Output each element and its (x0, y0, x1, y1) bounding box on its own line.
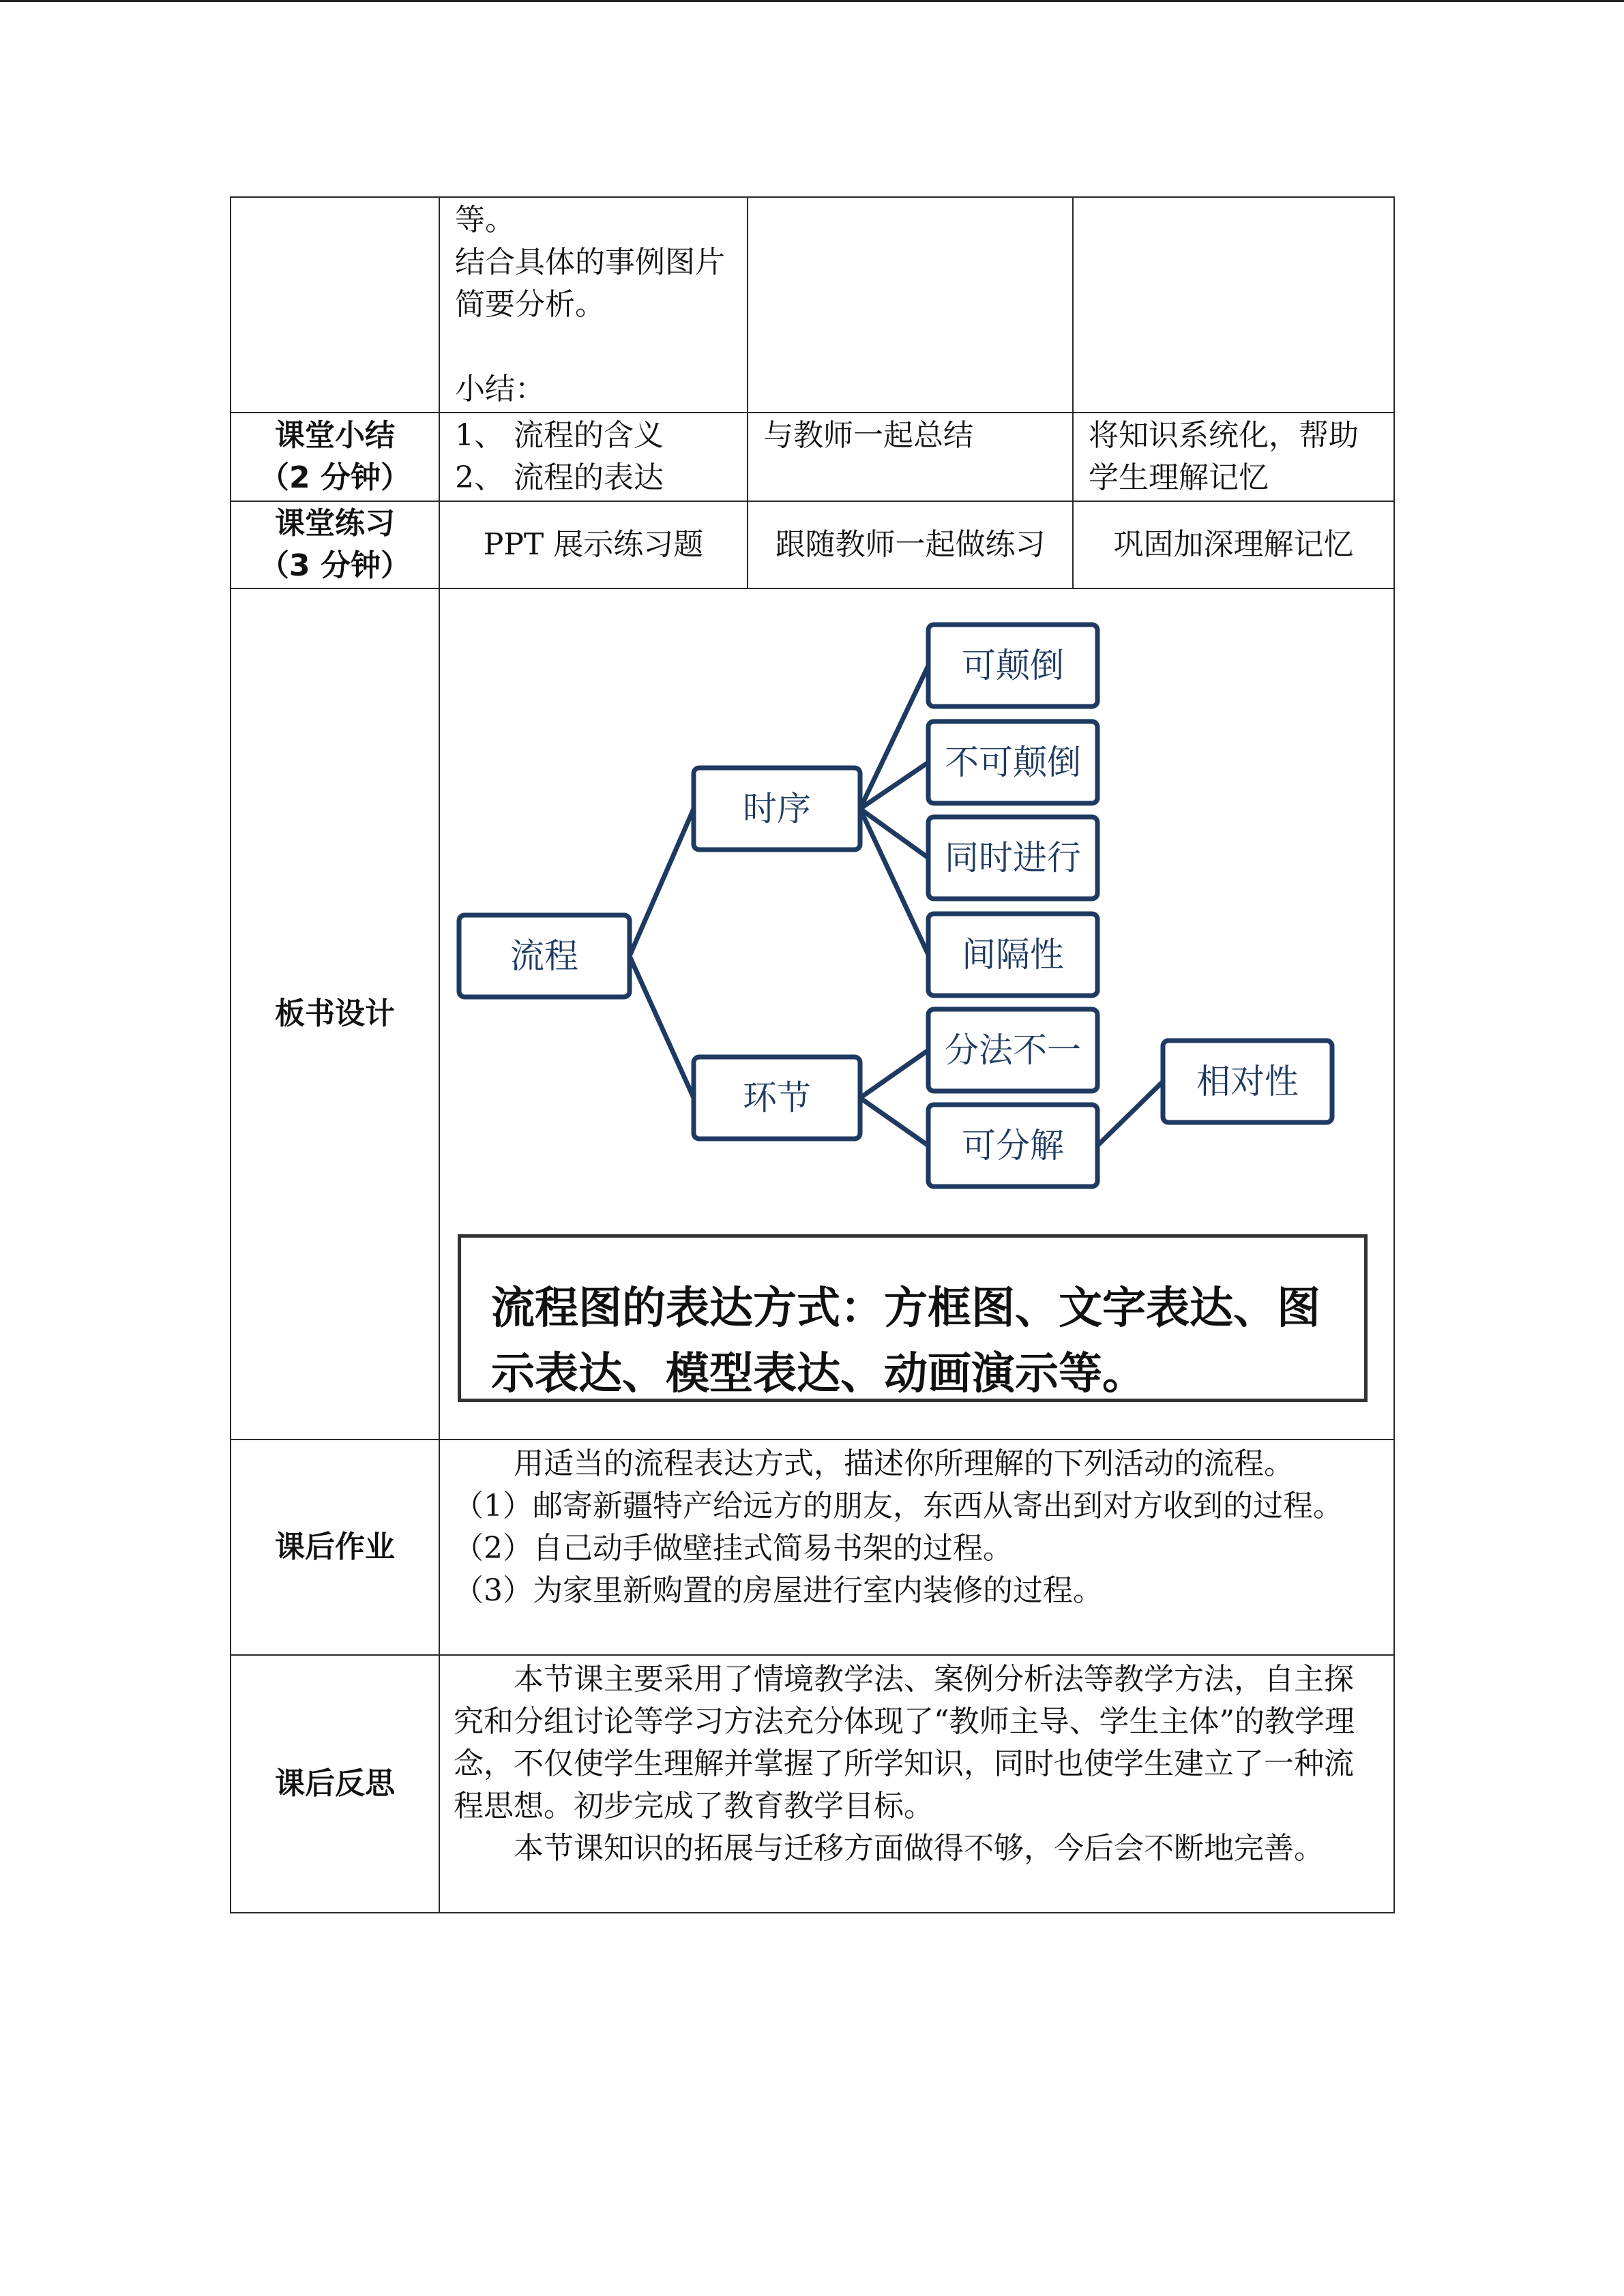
lesson-plan-table (230, 196, 1395, 1913)
summary-teacher-cell: 1、 流程的含义 2、 流程的表达 (439, 413, 748, 501)
edge-c2-leaf (1097, 1082, 1163, 1146)
board-label-cell: 板书设计 (231, 588, 439, 1440)
homework-item-2: （2）自己动手做壁挂式简易书架的过程。 (454, 1531, 1013, 1566)
homework-label-cell: 课后作业 (231, 1440, 439, 1655)
edge-root-branch2 (630, 956, 694, 1098)
node-branch2-child-1 (928, 1009, 1097, 1091)
summary-intent-cell: 将知识系统化，帮助学生理解记忆 (1073, 413, 1394, 501)
practice-label-cell (231, 501, 439, 588)
expression-methods-box: 流程图的表达方式：方框图、文字表达、图示表达、模型表达、动画演示等。 (458, 1234, 1368, 1402)
homework-item-3: （3）为家里新购置的房屋进行室内装修的过程。 (454, 1573, 1103, 1608)
board-row (231, 588, 1394, 1440)
board-diagram-cell (439, 588, 1394, 1440)
svg-text:可颠倒: 可颠倒 (962, 646, 1064, 685)
node-branch1 (694, 768, 860, 850)
practice-label: 课堂练习 (275, 506, 395, 541)
summary-label: 课堂小结 (275, 418, 395, 453)
reflection-label-cell: 课后反思 (231, 1655, 439, 1913)
homework-content-cell (439, 1440, 1394, 1655)
svg-text:流程: 流程 (510, 936, 578, 976)
summary-student-cell: 与教师一起总结 (748, 413, 1073, 501)
node-branch2-child-2 (928, 1105, 1097, 1187)
continuation-label-cell (231, 197, 439, 413)
homework-row (231, 1440, 1394, 1655)
svg-text:时序: 时序 (743, 789, 811, 829)
node-branch1-child-4 (928, 914, 1097, 996)
summary-duration: （2 分钟） (259, 460, 411, 495)
practice-intent-cell: 巩固加深理解记忆 (1073, 501, 1394, 588)
svg-text:环节: 环节 (743, 1078, 811, 1118)
node-branch2 (694, 1057, 860, 1139)
homework-item-1: （1）邮寄新疆特产给远方的朋友，东西从寄出到对方收到的过程。 (454, 1489, 1343, 1523)
svg-text:间隔性: 间隔性 (962, 935, 1064, 974)
node-root (459, 915, 630, 997)
node-leaf (1163, 1041, 1332, 1122)
svg-text:分法不一: 分法不一 (945, 1030, 1081, 1070)
page-top-border (0, 0, 1624, 2)
summary-label-cell (231, 413, 439, 501)
edge-root-branch1 (630, 809, 694, 956)
continuation-teacher-cell: 等。 结合具体的事例图片简要分析。 小结： (439, 197, 748, 413)
reflection-paragraph-1: 本节课主要采用了情境教学法、案例分析法等教学方法，自主探究和分组讨论等学习方法充分体现了“教师主导、学生主体”的教学理念，不仅使学生理解并掌握了所学知识，同时也使学生建立了一种流程思想。初步完成了教育教学目标。 (454, 1662, 1355, 1823)
practice-duration: （3 分钟） (259, 548, 411, 583)
edge-b2-c2 (860, 1098, 928, 1146)
continuation-student-cell (748, 197, 1073, 413)
practice-student-cell: 跟随教师一起做练习 (748, 501, 1073, 588)
continuation-row (231, 197, 1394, 413)
continuation-intent-cell (1073, 197, 1394, 413)
summary-row (231, 413, 1394, 501)
node-branch1-child-1 (928, 625, 1097, 706)
svg-text:相对性: 相对性 (1196, 1062, 1299, 1101)
edge-b2-c1 (860, 1050, 928, 1098)
reflection-paragraph-2: 本节课知识的拓展与迁移方面做得不够，今后会不断地完善。 (514, 1831, 1324, 1866)
reflection-row (231, 1655, 1394, 1913)
practice-teacher-cell: PPT 展示练习题 (439, 501, 748, 588)
practice-row (231, 501, 1394, 588)
svg-text:同时进行: 同时进行 (945, 838, 1081, 878)
homework-intro: 用适当的流程表达方式，描述你所理解的下列活动的流程。 (514, 1446, 1294, 1481)
reflection-content-cell (439, 1655, 1394, 1913)
node-branch1-child-2 (928, 721, 1097, 803)
svg-text:可分解: 可分解 (962, 1126, 1064, 1165)
node-branch1-child-3 (928, 817, 1097, 899)
svg-text:不可颠倒: 不可颠倒 (945, 743, 1081, 782)
